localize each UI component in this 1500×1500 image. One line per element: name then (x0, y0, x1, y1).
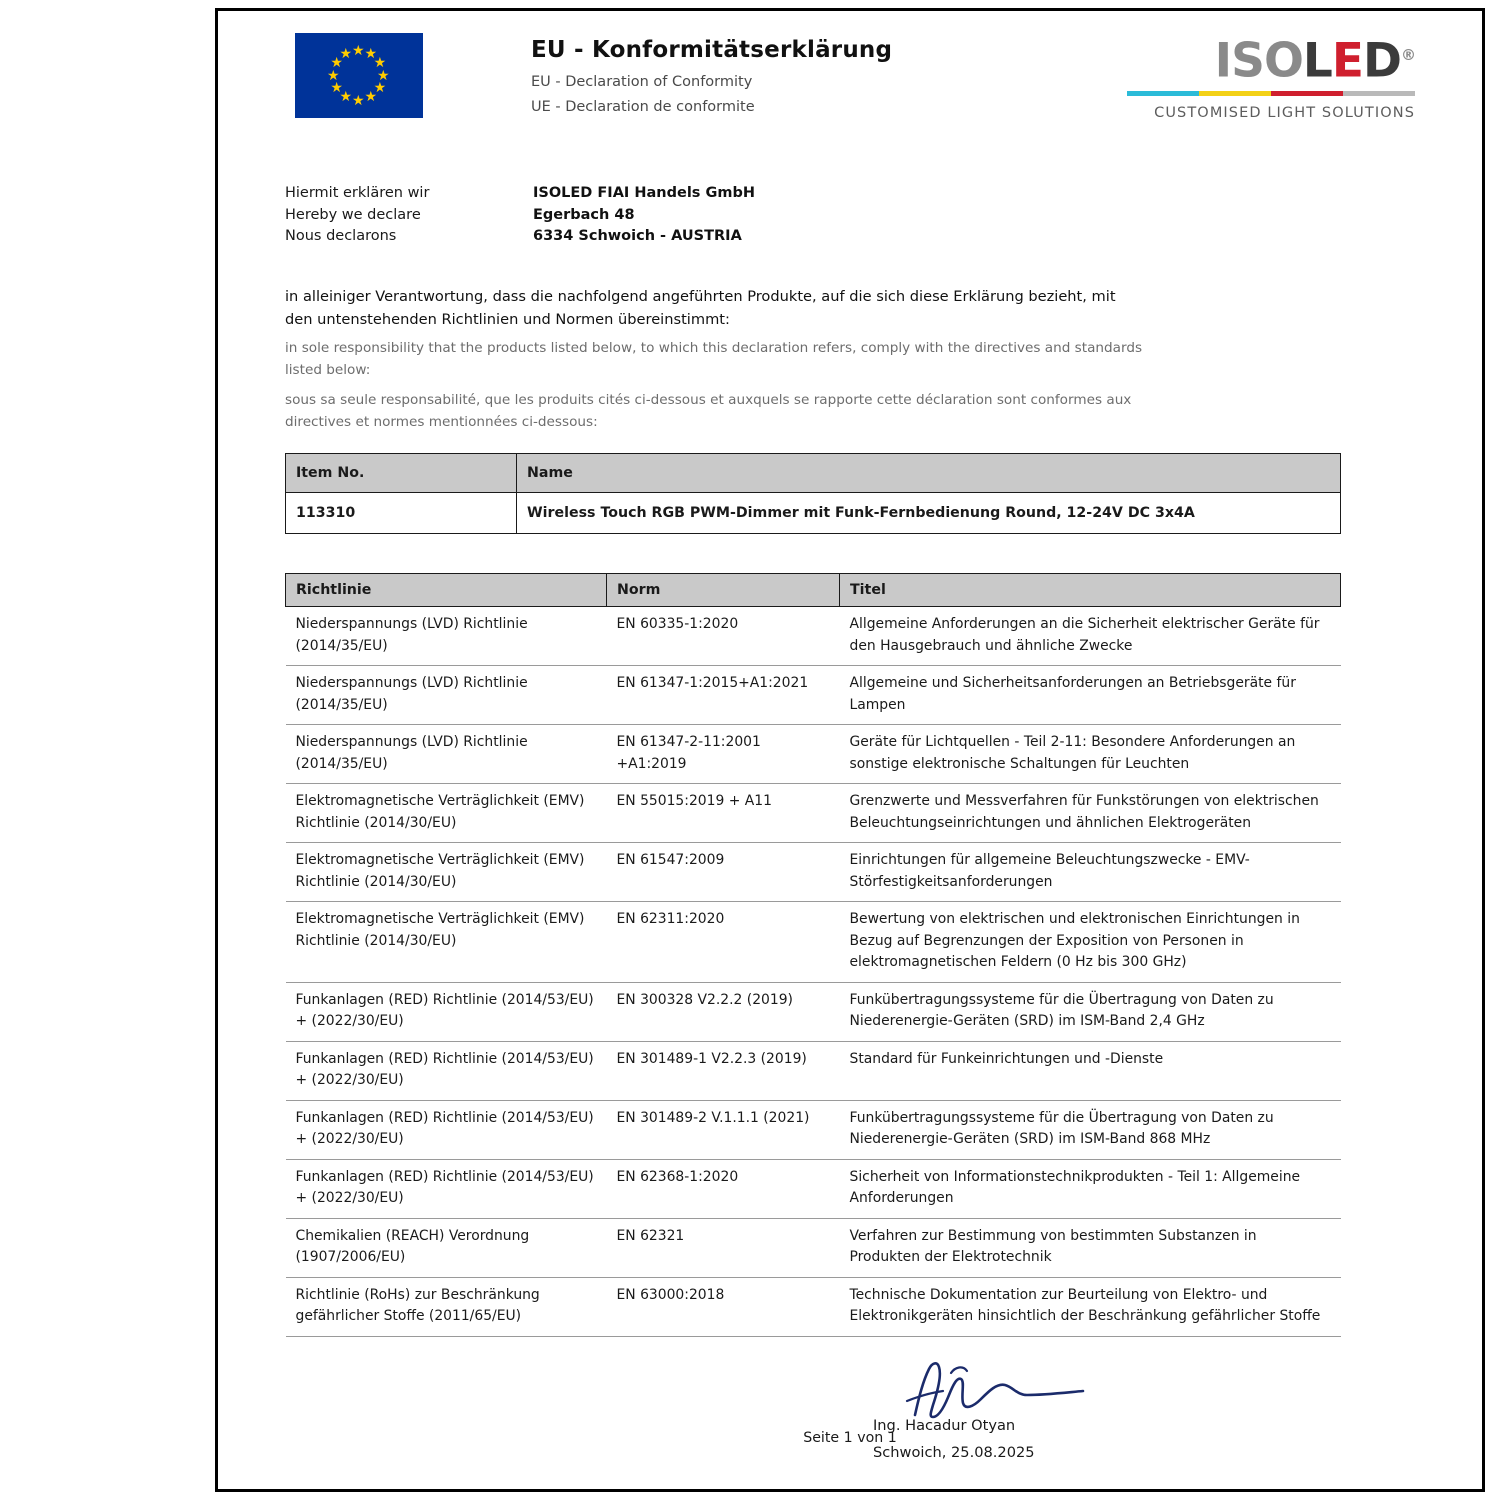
responsibility-fr-line2: directives et normes mentionnées ci-dessous: (285, 414, 598, 430)
table-row (286, 1100, 1341, 1159)
declare-label-en: Hereby we declare (285, 206, 421, 223)
items-header-item-no: Item No. (286, 454, 517, 493)
table-row (286, 725, 1341, 784)
norm-title-cell: Bewertung von elektrischen und elektronischen Einrichtungen in Bezug auf Begrenzungen der Exposition von Personen in elektromagnetischen Feldern (0 Hz bis 300 GHz) (840, 902, 1341, 983)
norm-directive-cell: Elektromagnetische Verträglichkeit (EMV) Richtlinie (2014/30/EU) (286, 902, 607, 983)
table-row (286, 607, 1341, 666)
norm-directive-cell: Funkanlagen (RED) Richtlinie (2014/53/EU) + (2022/30/EU) (286, 1041, 607, 1100)
norm-title-cell: Funkübertragungssysteme für die Übertragung von Daten zu Niederenergie-Geräten (SRD) im ISM-Band 2,4 GHz (840, 982, 1341, 1041)
table-row (286, 843, 1341, 902)
eu-star-icon: ★ (352, 42, 365, 59)
norm-directive-cell: Funkanlagen (RED) Richtlinie (2014/53/EU) + (2022/30/EU) (286, 982, 607, 1041)
logo-bar-cyan (1127, 91, 1199, 96)
logo-part-iso: ISO (1214, 33, 1303, 89)
page-footer: Seite 1 von 1 (803, 1430, 897, 1446)
declare-label-fr: Nous declarons (285, 228, 397, 244)
norm-title-cell: Technische Dokumentation zur Beurteilung von Elektro- und Elektronikgeräten hinsichtlich der Beschränkung gefährlicher Stoffe (840, 1277, 1341, 1336)
norm-directive-cell: Chemikalien (REACH) Verordnung (1907/2006/EU) (286, 1218, 607, 1277)
logo-bar-yellow (1199, 91, 1271, 96)
table-row (286, 1277, 1341, 1336)
eu-star-icon: ★ (364, 45, 378, 62)
page-title-fr: UE - Declaration de conformite (531, 99, 755, 115)
norm-title-cell: Verfahren zur Bestimmung von bestimmten Substanzen in Produkten der Elektrotechnik (840, 1218, 1341, 1277)
norms-table (285, 573, 1341, 1337)
responsibility-fr (285, 389, 1345, 433)
norm-standard-cell: EN 63000:2018 (607, 1277, 840, 1336)
registered-trademark-icon: ® (1401, 46, 1415, 64)
norm-standard-cell: EN 60335-1:2020 (607, 607, 840, 666)
items-table-header-row (286, 454, 1341, 493)
norm-title-cell: Sicherheit von Informationstechnikprodukten - Teil 1: Allgemeine Anforderungen (840, 1159, 1341, 1218)
document-titles (531, 37, 892, 115)
responsibility-block (285, 285, 1345, 433)
company-city: 6334 Schwoich - AUSTRIA (533, 228, 742, 244)
document-header (285, 25, 1415, 145)
document-content (285, 25, 1415, 1481)
norm-standard-cell: EN 62368-1:2020 (607, 1159, 840, 1218)
logo-part-d: D (1362, 33, 1401, 89)
declaration-labels (285, 183, 429, 248)
table-row (286, 1041, 1341, 1100)
eu-star-icon: ★ (377, 67, 390, 84)
eu-star-icon: ★ (339, 45, 353, 62)
logo-tagline: CUSTOMISED LIGHT SOLUTIONS (1154, 104, 1415, 121)
norm-standard-cell: EN 301489-2 V.1.1.1 (2021) (607, 1100, 840, 1159)
norm-directive-cell: Funkanlagen (RED) Richtlinie (2014/53/EU) + (2022/30/EU) (286, 1159, 607, 1218)
norm-standard-cell: EN 62321 (607, 1218, 840, 1277)
responsibility-en (285, 337, 1345, 381)
norm-title-cell: Allgemeine Anforderungen an die Sicherheit elektrischer Geräte für den Hausgebrauch und ähnliche Zwecke (840, 607, 1341, 666)
page-title: EU - Konformitätserklärung (531, 37, 893, 63)
responsibility-de (285, 285, 1345, 331)
norms-header-richtlinie: Richtlinie (286, 574, 607, 607)
table-row (286, 902, 1341, 983)
logo-bar-gray (1343, 91, 1415, 96)
norm-title-cell: Grenzwerte und Messverfahren für Funkstörungen von elektrischen Beleuchtungseinrichtungen und ähnlichen Elektrogeräten (840, 784, 1341, 843)
norm-standard-cell: EN 61547:2009 (607, 843, 840, 902)
norm-directive-cell: Elektromagnetische Verträglichkeit (EMV) Richtlinie (2014/30/EU) (286, 843, 607, 902)
declare-label-de: Hiermit erklären wir (285, 185, 430, 201)
norm-standard-cell: EN 300328 V2.2.2 (2019) (607, 982, 840, 1041)
table-row (286, 784, 1341, 843)
norm-directive-cell: Niederspannungs (LVD) Richtlinie (2014/35/EU) (286, 607, 607, 666)
norm-title-cell: Einrichtungen für allgemeine Beleuchtungszwecke - EMV-Störfestigkeitsanforderungen (840, 843, 1341, 902)
logo-color-bars (1125, 91, 1415, 96)
eu-star-icon: ★ (373, 55, 387, 71)
signature-icon (893, 1355, 1123, 1425)
eu-star-icon: ★ (352, 92, 365, 109)
norm-standard-cell: EN 62311:2020 (607, 902, 840, 983)
table-row (286, 1159, 1341, 1218)
page-title-en: EU - Declaration of Conformity (531, 74, 753, 90)
norms-header-titel: Titel (840, 574, 1341, 607)
item-name-cell: Wireless Touch RGB PWM-Dimmer mit Funk-Fernbedienung Round, 12-24V DC 3x4A (517, 493, 1341, 534)
norms-header-norm: Norm (607, 574, 840, 607)
responsibility-fr-line1: sous sa seule responsabilité, que les produits cités ci-dessous et auxquels se rapporte cette déclaration sont conformes aux (285, 392, 1132, 408)
norm-standard-cell: EN 55015:2019 + A11 (607, 784, 840, 843)
norms-table-header-row (286, 574, 1341, 607)
table-row (286, 982, 1341, 1041)
eu-star-icon: ★ (364, 89, 378, 106)
norm-title-cell: Geräte für Lichtquellen - Teil 2-11: Besondere Anforderungen an sonstige elektronische Schaltungen für Leuchten (840, 725, 1341, 784)
company-name: ISOLED FIAI Handels GmbH (533, 185, 755, 201)
responsibility-en-line2: listed below: (285, 362, 371, 378)
eu-star-icon: ★ (330, 80, 343, 96)
eu-star-icon: ★ (330, 55, 343, 71)
declaration-company-address (533, 183, 755, 248)
company-street: Egerbach 48 (533, 206, 635, 223)
isoled-logo (1125, 30, 1415, 121)
items-table (285, 453, 1341, 534)
table-row (286, 493, 1341, 534)
norm-title-cell: Standard für Funkeinrichtungen und -Dienste (840, 1041, 1341, 1100)
logo-bar-red (1271, 91, 1343, 96)
norm-title-cell: Allgemeine und Sicherheitsanforderungen an Betriebsgeräte für Lampen (840, 666, 1341, 725)
signature-block (285, 1361, 1415, 1481)
logo-part-l: L (1302, 33, 1332, 89)
item-no-cell: 113310 (286, 493, 517, 534)
declaration-block (285, 183, 1415, 253)
norm-directive-cell: Niederspannungs (LVD) Richtlinie (2014/35/EU) (286, 725, 607, 784)
table-row (286, 1218, 1341, 1277)
responsibility-de-line1: in alleiniger Verantwortung, dass die nachfolgend angeführten Produkte, auf die sich diese Erklärung bezieht, mit (285, 288, 1116, 305)
signatory-name: Ing. Hacadur Otyan (873, 1416, 1016, 1434)
norm-standard-cell: EN 301489-1 V2.2.3 (2019) (607, 1041, 840, 1100)
eu-flag-icon (295, 33, 423, 118)
table-row (286, 666, 1341, 725)
logo-wordmark (1125, 30, 1415, 87)
items-header-name: Name (517, 454, 1341, 493)
norm-directive-cell: Elektromagnetische Verträglichkeit (EMV) Richtlinie (2014/30/EU) (286, 784, 607, 843)
eu-star-icon: ★ (327, 67, 340, 84)
norm-standard-cell: EN 61347-1:2015+A1:2021 (607, 666, 840, 725)
signature-place-date: Schwoich, 25.08.2025 (873, 1443, 1035, 1461)
responsibility-en-line1: in sole responsibility that the products listed below, to which this declaration refers, comply with the directives and standards (285, 340, 1143, 356)
norm-directive-cell: Niederspannungs (LVD) Richtlinie (2014/35/EU) (286, 666, 607, 725)
norm-directive-cell: Funkanlagen (RED) Richtlinie (2014/53/EU) + (2022/30/EU) (286, 1100, 607, 1159)
norm-title-cell: Funkübertragungssysteme für die Übertragung von Daten zu Niederenergie-Geräten (SRD) im ISM-Band 868 MHz (840, 1100, 1341, 1159)
eu-star-icon: ★ (339, 89, 353, 106)
responsibility-de-line2: den untenstehenden Richtlinien und Normen übereinstimmt: (285, 311, 730, 328)
norm-directive-cell: Richtlinie (RoHs) zur Beschränkung gefährlicher Stoffe (2011/65/EU) (286, 1277, 607, 1336)
logo-part-e: E (1331, 33, 1363, 89)
norm-standard-cell: EN 61347-2-11:2001 +A1:2019 (607, 725, 840, 784)
eu-star-icon: ★ (373, 80, 387, 96)
